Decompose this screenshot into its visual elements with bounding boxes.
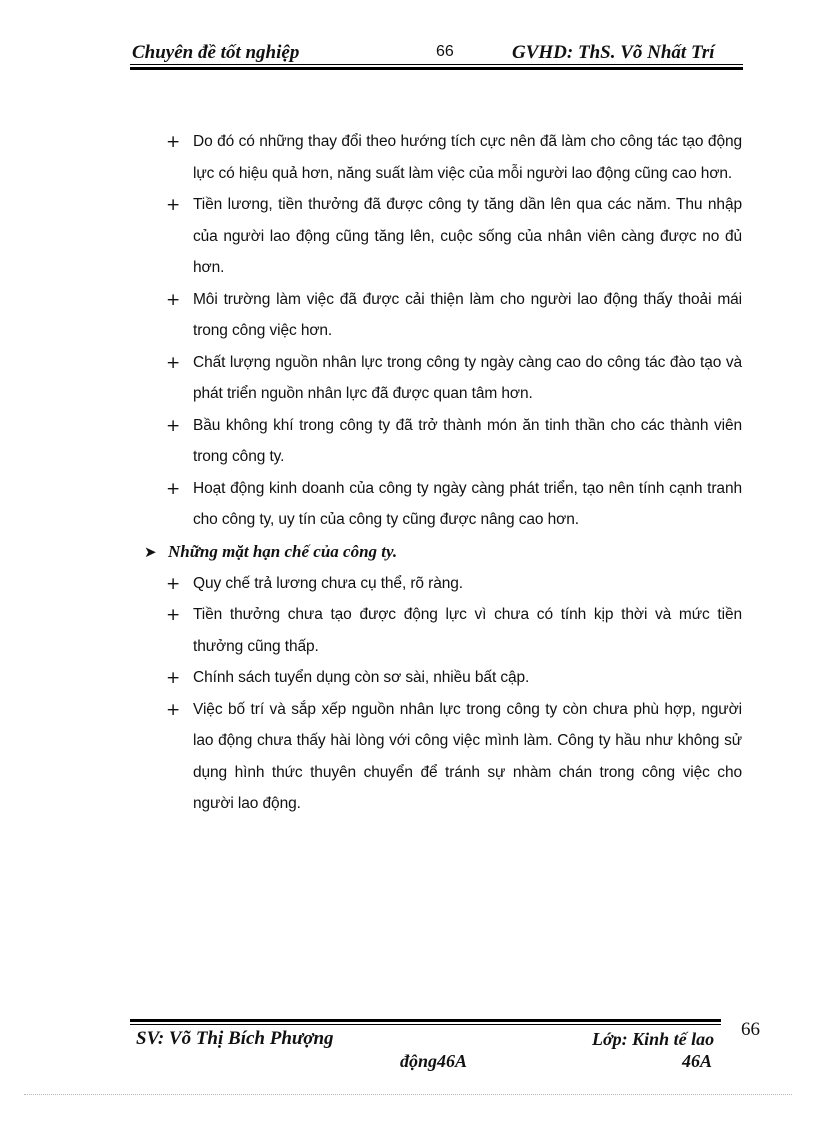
- positives-list: [140, 126, 742, 536]
- footer-class-suffix: 46A: [682, 1051, 713, 1071]
- limitations-heading: ➤ Những mặt hạn chế của công ty.: [140, 536, 742, 568]
- plus-bullet-icon: +: [166, 573, 181, 594]
- limitations-list: [140, 568, 742, 820]
- header-title: Chuyên đề tốt nghiệp: [132, 42, 300, 63]
- header-page-number: 66: [436, 43, 454, 60]
- list-item: + Tiền thưởng chưa tạo được động lực vì chưa có tính kịp thời và mức tiền thưởng cũng thấp.: [166, 605, 742, 655]
- list-item: + Tiền lương, tiền thưởng đã được công ty tăng dần lên qua các năm. Thu nhập của người lao động cũng tăng lên, cuộc sống của nhân viên càng được no đủ hơn.: [166, 195, 742, 276]
- list-item: + Việc bố trí và sắp xếp nguồn nhân lực trong công ty còn chưa phù hợp, người lao động chưa thấy hài lòng với công việc mình làm. Công ty hầu như không sử dụng hình thức thuyên chuyển để tránh sự nhàm chán trong công việc cho người lao động.: [166, 699, 742, 812]
- list-item: + Chính sách tuyển dụng còn sơ sài, nhiều bất cập.: [166, 668, 530, 688]
- list-item: + Môi trường làm việc đã được cải thiện làm cho người lao động thấy thoải mái trong công việc hơn.: [166, 289, 742, 339]
- list-item: + Quy chế trả lương chưa cụ thể, rõ ràng.: [166, 573, 463, 594]
- plus-bullet-icon: +: [166, 668, 181, 688]
- arrow-bullet-icon: ➤: [144, 542, 157, 561]
- header-divider-thin: [130, 64, 743, 65]
- list-item: + Do đó có những thay đổi theo hướng tích cực nên đã làm cho công tác tạo động lực có hiệu quả hơn, năng suất làm việc của mỗi người lao động cũng cao hơn.: [166, 132, 742, 182]
- footer-page-number: 66: [741, 1019, 760, 1040]
- footer-divider-thick: [130, 1019, 721, 1022]
- plus-bullet-icon: +: [166, 289, 181, 310]
- plus-bullet-icon: +: [166, 605, 181, 625]
- list-item: + Bầu không khí trong công ty đã trở thành món ăn tinh thần cho các thành viên trong công ty.: [166, 415, 742, 465]
- footer-class-label: Lớp: Kinh tế lao: [592, 1029, 715, 1049]
- page-body: [140, 126, 742, 820]
- header-supervisor: GVHD: ThS. Võ Nhất Trí: [512, 42, 715, 63]
- plus-bullet-icon: +: [166, 352, 181, 373]
- list-item: + Chất lượng nguồn nhân lực trong công ty ngày càng cao do công tác đào tạo và phát triển nguồn nhân lực đã được quan tâm hơn.: [166, 352, 742, 402]
- plus-bullet-icon: +: [166, 415, 181, 436]
- footer-class-continuation: động46A: [400, 1051, 468, 1071]
- footer-student: SV: Võ Thị Bích Phượng: [136, 1028, 334, 1049]
- plus-bullet-icon: +: [166, 699, 181, 720]
- page-bottom-dotted-edge: [24, 1094, 792, 1095]
- footer-divider-thin: [130, 1024, 721, 1025]
- plus-bullet-icon: +: [166, 195, 181, 215]
- list-item: + Hoạt động kinh doanh của công ty ngày càng phát triển, tạo nên tính cạnh tranh cho công ty, uy tín của công ty cũng được nâng cao hơn.: [166, 478, 742, 528]
- header-divider-thick: [130, 67, 743, 70]
- plus-bullet-icon: +: [166, 132, 181, 152]
- plus-bullet-icon: +: [166, 478, 181, 499]
